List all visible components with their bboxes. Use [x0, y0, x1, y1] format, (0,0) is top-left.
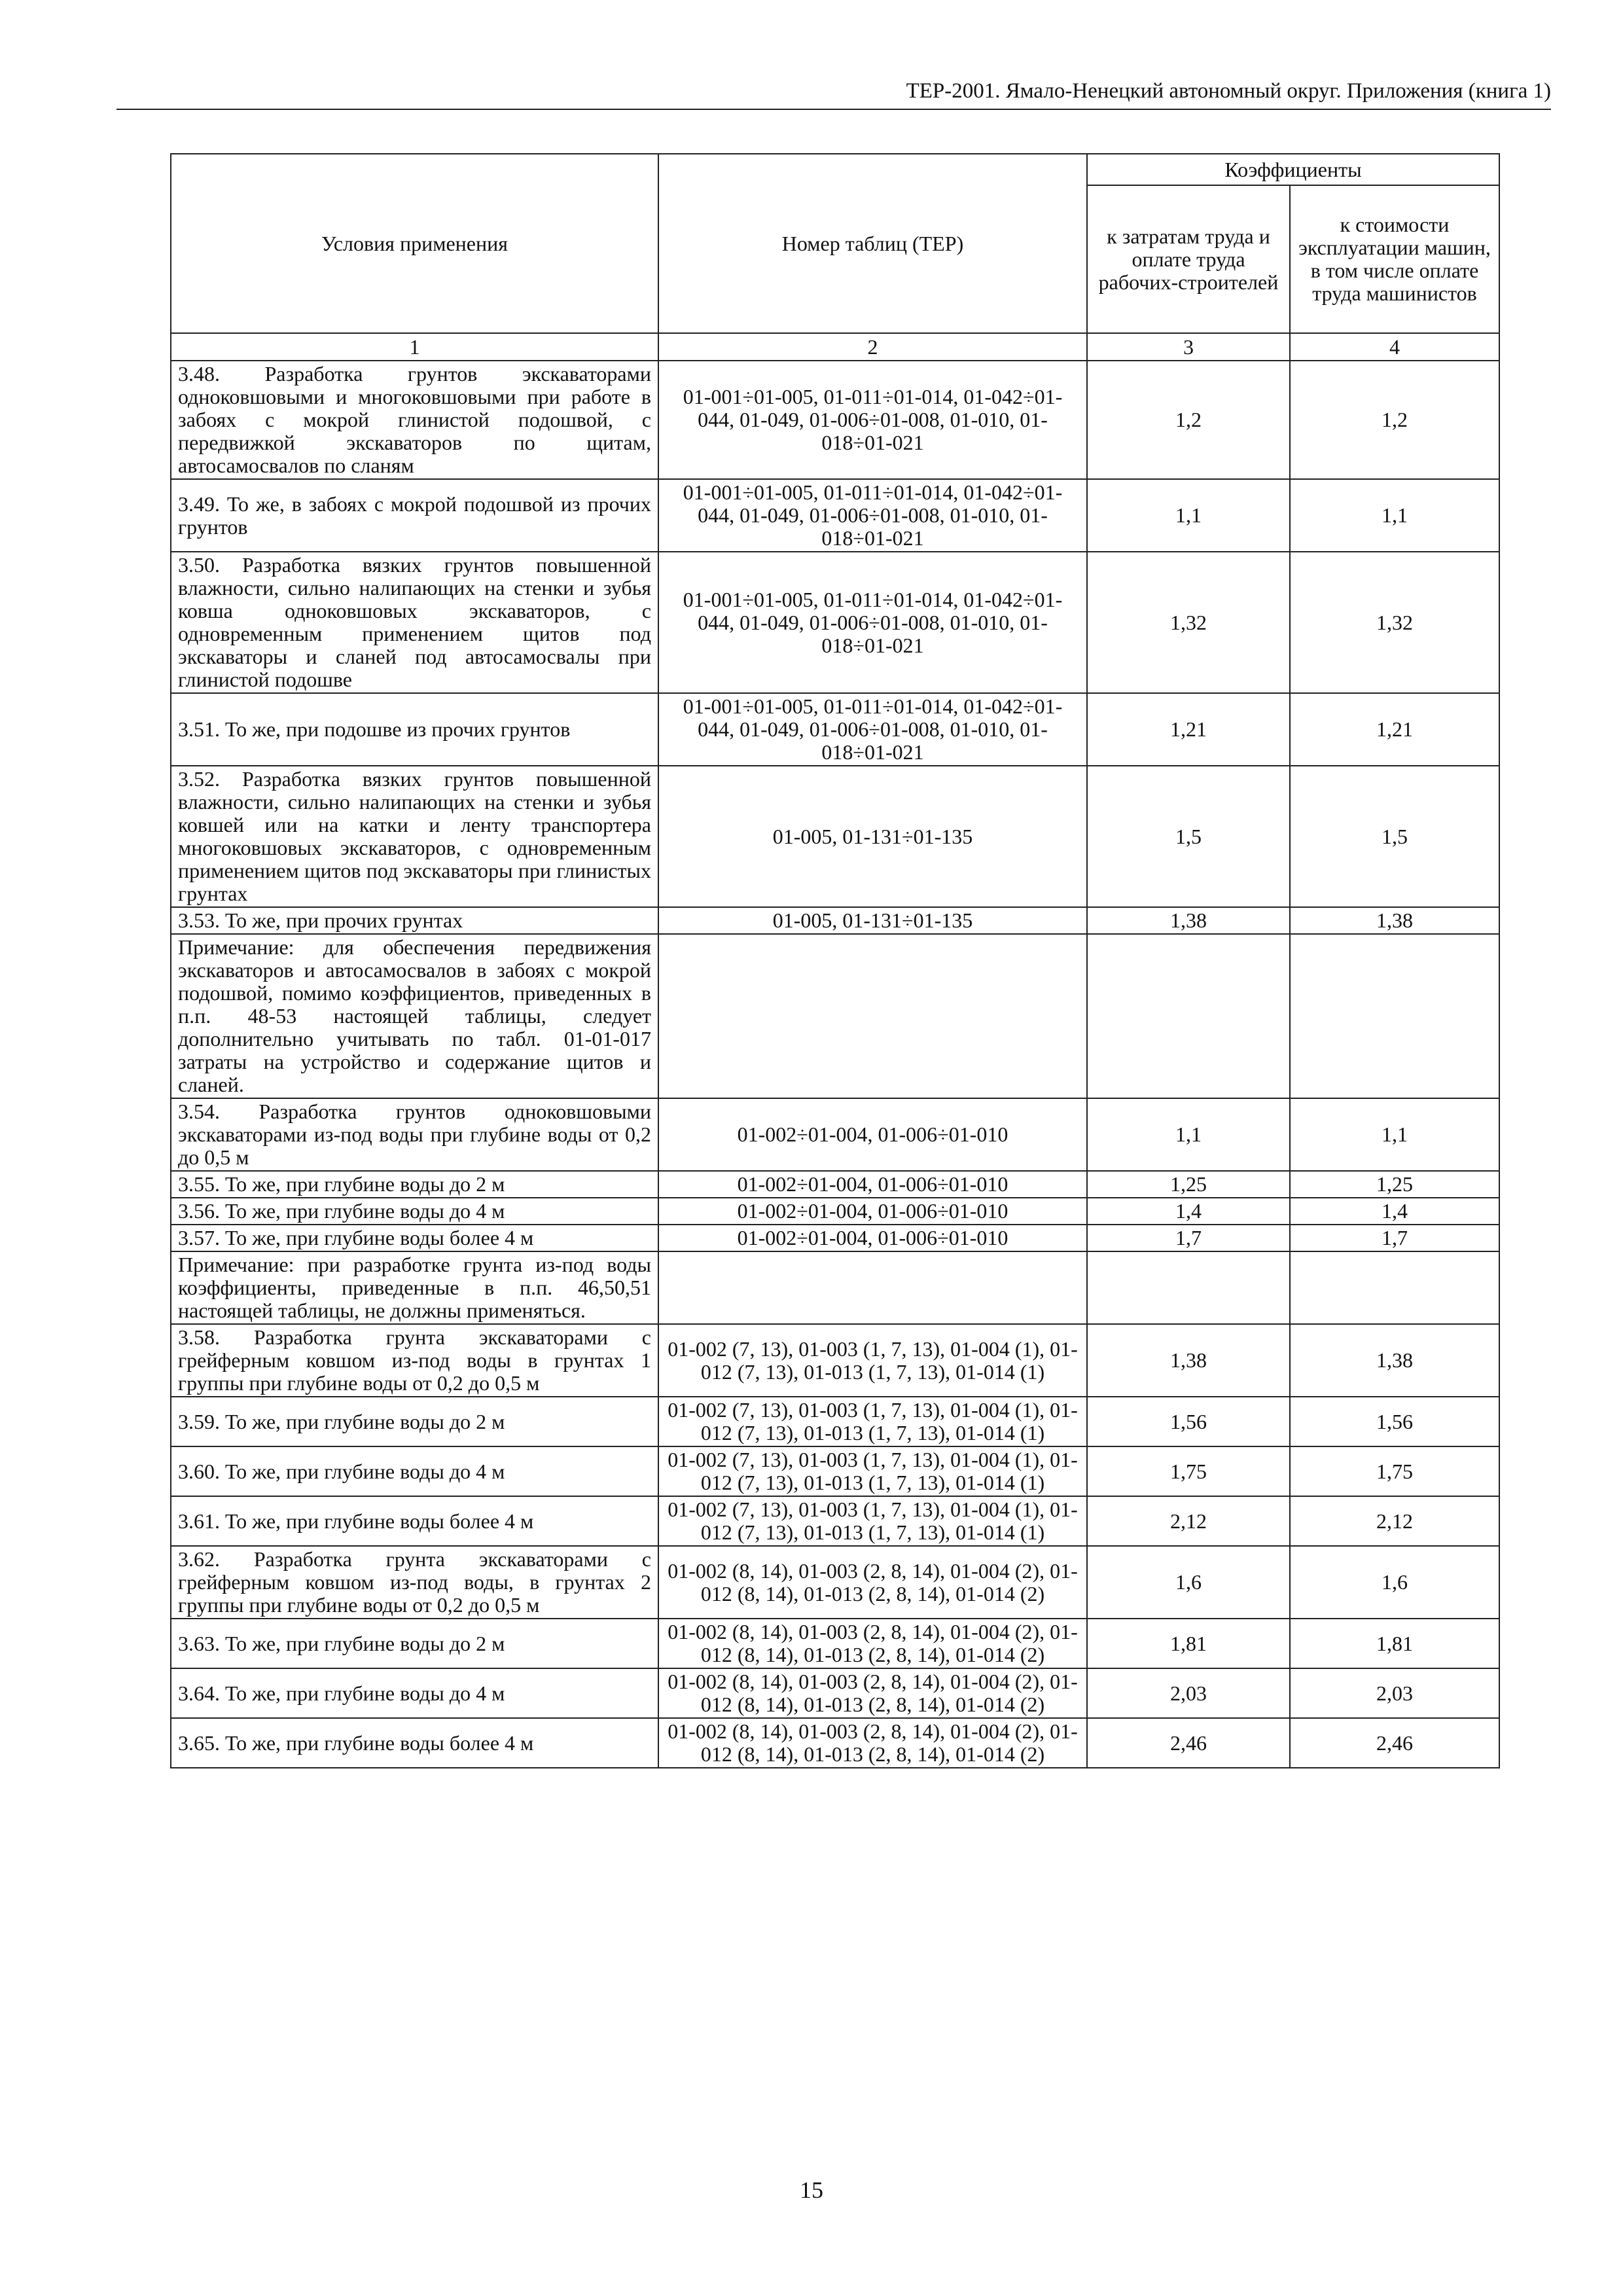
machines-coefficient-cell: 1,2 — [1290, 361, 1499, 479]
table-numbers-cell: 01-002÷01-004, 01-006÷01-010 — [658, 1225, 1087, 1251]
machines-coefficient-cell: 1,38 — [1290, 1324, 1499, 1397]
table-row — [171, 1324, 1499, 1397]
table-numbers-cell: 01-002 (7, 13), 01-003 (1, 7, 13), 01-004 (1), 01-012 (7, 13), 01-013 (1, 7, 13), 01-014 (1) — [658, 1446, 1087, 1496]
machines-coefficient-cell: 2,12 — [1290, 1496, 1499, 1546]
condition-cell: 3.56. То же, при глубине воды до 4 м — [171, 1198, 658, 1225]
machines-coefficient-cell: 2,03 — [1290, 1668, 1499, 1718]
labor-coefficient-cell: 1,56 — [1087, 1397, 1290, 1446]
table-row — [171, 1397, 1499, 1446]
machines-coefficient-cell: 1,1 — [1290, 479, 1499, 552]
table-numbers-cell — [658, 934, 1087, 1098]
table-row — [171, 1251, 1499, 1324]
table-row — [171, 1446, 1499, 1496]
machines-coefficient-cell — [1290, 934, 1499, 1098]
machines-coefficient-cell: 1,75 — [1290, 1446, 1499, 1496]
table-numbers-cell: 01-002 (7, 13), 01-003 (1, 7, 13), 01-004 (1), 01-012 (7, 13), 01-013 (1, 7, 13), 01-014 (1) — [658, 1324, 1087, 1397]
condition-cell: 3.63. То же, при глубине воды до 2 м — [171, 1619, 658, 1668]
column-number: 1 — [171, 333, 658, 361]
table-numbers-cell: 01-001÷01-005, 01-011÷01-014, 01-042÷01-044, 01-049, 01-006÷01-008, 01-010, 01-018÷01-021 — [658, 552, 1087, 693]
condition-cell: 3.60. То же, при глубине воды до 4 м — [171, 1446, 658, 1496]
machines-coefficient-cell: 1,4 — [1290, 1198, 1499, 1225]
table-numbers-cell — [658, 1251, 1087, 1324]
labor-coefficient-cell: 1,32 — [1087, 552, 1290, 693]
condition-cell: 3.58. Разработка грунта экскаваторами с грейферным ковшом из-под воды в грунтах 1 группы при глубине воды от 0,2 до 0,5 м — [171, 1324, 658, 1397]
table-row — [171, 1171, 1499, 1198]
header-row-1 — [171, 154, 1499, 185]
condition-cell: 3.51. То же, при подошве из прочих грунтов — [171, 693, 658, 766]
running-header: ТЕР-2001. Ямало-Ненецкий автономный округ. Приложения (книга 1) — [116, 73, 1551, 110]
table-row — [171, 361, 1499, 479]
condition-cell: 3.65. То же, при глубине воды более 4 м — [171, 1718, 658, 1768]
column-number: 4 — [1290, 333, 1499, 361]
table-row — [171, 552, 1499, 693]
condition-cell: 3.59. То же, при глубине воды до 2 м — [171, 1397, 658, 1446]
table-row — [171, 1225, 1499, 1251]
condition-cell: 3.57. То же, при глубине воды более 4 м — [171, 1225, 658, 1251]
table-numbers-cell: 01-002 (8, 14), 01-003 (2, 8, 14), 01-004 (2), 01-012 (8, 14), 01-013 (2, 8, 14), 01-014 (2) — [658, 1619, 1087, 1668]
machines-coefficient-cell: 1,5 — [1290, 766, 1499, 907]
table-numbers-cell: 01-002 (7, 13), 01-003 (1, 7, 13), 01-004 (1), 01-012 (7, 13), 01-013 (1, 7, 13), 01-014 (1) — [658, 1496, 1087, 1546]
table-numbers-cell: 01-001÷01-005, 01-011÷01-014, 01-042÷01-044, 01-049, 01-006÷01-008, 01-010, 01-018÷01-021 — [658, 479, 1087, 552]
table-row — [171, 907, 1499, 934]
condition-cell: 3.64. То же, при глубине воды до 4 м — [171, 1668, 658, 1718]
machines-coefficient-cell: 1,56 — [1290, 1397, 1499, 1446]
condition-cell: 3.48. Разработка грунтов экскаваторами одноковшовыми и многоковшовыми при работе в забоях с мокрой глинистой подошвой, с передвижкой экскаваторов по щитам, автосамосвалов по сланям — [171, 361, 658, 479]
table-numbers-cell: 01-002 (8, 14), 01-003 (2, 8, 14), 01-004 (2), 01-012 (8, 14), 01-013 (2, 8, 14), 01-014 (2) — [658, 1718, 1087, 1768]
labor-coefficient-cell: 1,38 — [1087, 907, 1290, 934]
labor-coefficient-cell: 1,25 — [1087, 1171, 1290, 1198]
labor-coefficient-cell: 2,03 — [1087, 1668, 1290, 1718]
labor-coefficient-cell: 1,38 — [1087, 1324, 1290, 1397]
condition-cell: 3.55. То же, при глубине воды до 2 м — [171, 1171, 658, 1198]
labor-coefficient-cell: 1,1 — [1087, 479, 1290, 552]
labor-coefficient-cell — [1087, 1251, 1290, 1324]
condition-cell: 3.52. Разработка вязких грунтов повышенной влажности, сильно налипающих на стенки и зубья ковшей или на катки и ленту транспортера многоковшовых экскаваторов, с одновременным применением щитов под экскаваторы при глинистых грунтах — [171, 766, 658, 907]
condition-cell: 3.62. Разработка грунта экскаваторами с грейферным ковшом из-под воды, в грунтах 2 группы при глубине воды от 0,2 до 0,5 м — [171, 1546, 658, 1619]
table-numbers-cell: 01-005, 01-131÷01-135 — [658, 907, 1087, 934]
condition-cell: 3.53. То же, при прочих грунтах — [171, 907, 658, 934]
column-number: 2 — [658, 333, 1087, 361]
condition-cell: 3.50. Разработка вязких грунтов повышенной влажности, сильно налипающих на стенки и зубья ковша одноковшовых экскаваторов, с одновременным применением щитов под экскаваторы и сланей под автосамосвалы при глинистой подошве — [171, 552, 658, 693]
table-row — [171, 1619, 1499, 1668]
table-row — [171, 1098, 1499, 1171]
table-row — [171, 1718, 1499, 1768]
table-row — [171, 1668, 1499, 1718]
condition-cell: 3.49. То же, в забоях с мокрой подошвой из прочих грунтов — [171, 479, 658, 552]
table-row — [171, 934, 1499, 1098]
condition-cell: Примечание: при разработке грунта из-под воды коэффициенты, приведенные в п.п. 46,50,51 настоящей таблицы, не должны применяться. — [171, 1251, 658, 1324]
labor-coefficient-cell: 1,21 — [1087, 693, 1290, 766]
table-numbers-cell: 01-002 (8, 14), 01-003 (2, 8, 14), 01-004 (2), 01-012 (8, 14), 01-013 (2, 8, 14), 01-014 (2) — [658, 1546, 1087, 1619]
table-numbers-cell: 01-001÷01-005, 01-011÷01-014, 01-042÷01-044, 01-049, 01-006÷01-008, 01-010, 01-018÷01-021 — [658, 693, 1087, 766]
labor-coefficient-cell: 1,81 — [1087, 1619, 1290, 1668]
table-numbers-cell: 01-002 (8, 14), 01-003 (2, 8, 14), 01-004 (2), 01-012 (8, 14), 01-013 (2, 8, 14), 01-014 (2) — [658, 1668, 1087, 1718]
machines-coefficient-cell: 1,32 — [1290, 552, 1499, 693]
header-machines: к стоимости эксплуатации машин, в том числе оплате труда машинистов — [1290, 185, 1499, 333]
header-conditions: Условия применения — [171, 154, 658, 333]
machines-coefficient-cell: 1,6 — [1290, 1546, 1499, 1619]
labor-coefficient-cell: 2,12 — [1087, 1496, 1290, 1546]
header-labor: к затратам труда и оплате труда рабочих-строителей — [1087, 185, 1290, 333]
machines-coefficient-cell: 1,81 — [1290, 1619, 1499, 1668]
table-row — [171, 1546, 1499, 1619]
table-row — [171, 1198, 1499, 1225]
labor-coefficient-cell: 1,4 — [1087, 1198, 1290, 1225]
table-numbers-cell: 01-002÷01-004, 01-006÷01-010 — [658, 1098, 1087, 1171]
header-table-numbers: Номер таблиц (ТЕР) — [658, 154, 1087, 333]
table-numbers-cell: 01-002÷01-004, 01-006÷01-010 — [658, 1198, 1087, 1225]
table-numbers-cell: 01-002÷01-004, 01-006÷01-010 — [658, 1171, 1087, 1198]
condition-cell: 3.54. Разработка грунтов одноковшовыми экскаваторами из-под воды при глубине воды от 0,2 до 0,5 м — [171, 1098, 658, 1171]
coefficients-table — [170, 153, 1500, 1768]
machines-coefficient-cell: 1,25 — [1290, 1171, 1499, 1198]
labor-coefficient-cell — [1087, 934, 1290, 1098]
table-row — [171, 693, 1499, 766]
column-number: 3 — [1087, 333, 1290, 361]
labor-coefficient-cell: 1,5 — [1087, 766, 1290, 907]
machines-coefficient-cell: 2,46 — [1290, 1718, 1499, 1768]
machines-coefficient-cell — [1290, 1251, 1499, 1324]
page-number: 15 — [800, 2177, 823, 2203]
table-row — [171, 766, 1499, 907]
table-row — [171, 479, 1499, 552]
labor-coefficient-cell: 1,2 — [1087, 361, 1290, 479]
condition-cell: 3.61. То же, при глубине воды более 4 м — [171, 1496, 658, 1546]
machines-coefficient-cell: 1,7 — [1290, 1225, 1499, 1251]
table-body — [171, 361, 1499, 1768]
condition-cell: Примечание: для обеспечения передвижения экскаваторов и автосамосвалов в забоях с мокрой подошвой, помимо коэффициентов, приведенных в п.п. 48-53 настоящей таблицы, следует дополнительно учитывать по табл. 01-01-017 затраты на устройство и содержание щитов и сланей. — [171, 934, 658, 1098]
labor-coefficient-cell: 1,7 — [1087, 1225, 1290, 1251]
column-number-row — [171, 333, 1499, 361]
labor-coefficient-cell: 1,6 — [1087, 1546, 1290, 1619]
table-numbers-cell: 01-001÷01-005, 01-011÷01-014, 01-042÷01-044, 01-049, 01-006÷01-008, 01-010, 01-018÷01-021 — [658, 361, 1087, 479]
table-numbers-cell: 01-002 (7, 13), 01-003 (1, 7, 13), 01-004 (1), 01-012 (7, 13), 01-013 (1, 7, 13), 01-014 (1) — [658, 1397, 1087, 1446]
machines-coefficient-cell: 1,1 — [1290, 1098, 1499, 1171]
table-numbers-cell: 01-005, 01-131÷01-135 — [658, 766, 1087, 907]
labor-coefficient-cell: 1,1 — [1087, 1098, 1290, 1171]
machines-coefficient-cell: 1,38 — [1290, 907, 1499, 934]
labor-coefficient-cell: 1,75 — [1087, 1446, 1290, 1496]
labor-coefficient-cell: 2,46 — [1087, 1718, 1290, 1768]
machines-coefficient-cell: 1,21 — [1290, 693, 1499, 766]
header-coefficients: Коэффициенты — [1087, 154, 1499, 185]
table-row — [171, 1496, 1499, 1546]
